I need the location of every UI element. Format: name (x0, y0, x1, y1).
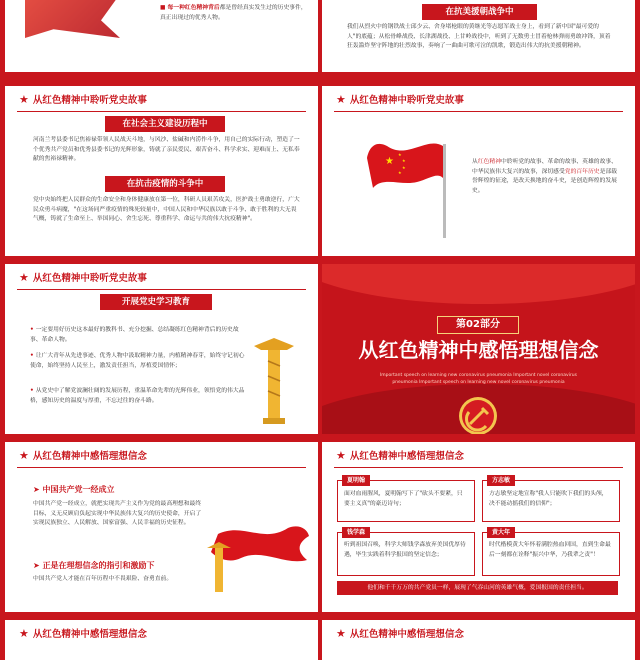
party-emblem-icon (458, 396, 498, 434)
red-banner-decoration (203, 514, 311, 594)
slide-5 (5, 264, 318, 434)
star-icon: ★ (19, 270, 29, 284)
svg-text:★: ★ (398, 170, 402, 175)
slide-header: ★ 从红色精神中感悟理想信念 (322, 442, 635, 468)
person-tag: 夏明翰 (342, 475, 370, 486)
list-item: • 一定要用好历史这本最好的教科书、充分挖掘、总结凝练红色精神背后的历史故事、革命人物。 (30, 327, 239, 343)
section-title: 从红色精神中感悟理想信念 (358, 338, 599, 362)
section-text: 中国共产党人才能在百年历程中不畏艰险、奋勇直前。 (33, 576, 173, 582)
list-item: • 从党史中了解党波澜壮阔的发展历程，重温革命先辈的光辉伟业，领悟党的伟大品格，感知历史的温度与厚重，不忘过往的奋斗路。 (30, 388, 245, 404)
person-tag: 黄大年 (487, 527, 515, 538)
heading: ➤ 中国共产党一经成立 (33, 485, 115, 494)
slide-3 (5, 86, 318, 256)
slide-header: ★ 从红色精神中感悟理想信念 (336, 626, 464, 640)
section-pill: 在抗美援朝战争中 (422, 4, 537, 20)
section-pill: 在社会主义建设历程中 (105, 116, 225, 132)
slide-header: ★ 从红色精神中聆听党史故事 (322, 86, 635, 112)
list-item: • 让广大青年从先进事迹、优秀人物中汲取精神力量，内植精神春芽，始终守记初心使命，始终坚持人民至上，激发责任担当，厚植爱国情怀； (30, 353, 245, 369)
svg-text:★: ★ (385, 156, 394, 167)
slide-header: ★ 从红色精神中聆听党史故事 (5, 264, 318, 290)
ribbon-decoration (25, 0, 120, 38)
svg-text:★: ★ (402, 165, 406, 170)
slide-2 (322, 0, 635, 72)
person-text: 面对血雨腥风，夏明翰写下了"砍头不要紧，只要主义真"的豪迈诗句； (344, 491, 463, 507)
section-pill: 在抗击疫情的斗争中 (105, 176, 225, 192)
slide-1 (5, 0, 318, 72)
svg-text:★: ★ (402, 158, 406, 163)
star-icon: ★ (19, 626, 29, 640)
star-icon: ★ (19, 92, 29, 106)
slide-10 (322, 620, 635, 660)
person-text: 听到祖国召唤，科学大师钱学森放弃美国优厚待遇，毕生实践着科学报国的坚定信念； (344, 542, 466, 558)
section-text: 党中央始终把人民群众的生命安全和身体健康放在第一位，科研人员艰苦攻关，医护战士勇敢逆行，广大民众勇斗病魔，"在这场同严重疫情的殊死较量中，中国人民和中华民族以敢于斗争、敢于胜利的大无畏气概，铸就了生命至上、举国同心、舍生忘死、尊重科学、命运与共的伟大抗疫精神"。 (33, 197, 300, 222)
slide-header: ★ 从红色精神中感悟理想信念 (5, 442, 318, 468)
star-icon: ★ (336, 448, 346, 462)
slide-9 (5, 620, 318, 660)
svg-text:★: ★ (398, 152, 402, 157)
huabiao-pillar-icon (249, 326, 299, 426)
section-text: 从红色精神中聆听党的故事、革命的故事、英雄的故事、中华民族伟大复兴的故事，深切感受党的百年历史是部载誉辉煌的征途，是改天换地的奋斗史，是创造辉煌的发展史。 (472, 159, 617, 194)
person-text: 时代楷模黄大年怀着满腔热血回国，直到生命最后一刻都在诠释"振兴中华，乃我辈之责"！ (489, 542, 611, 558)
summary-banner: 他们和千千万万的共产党员一样，展现了气吞山河的英雄气概，爱国报国的责任担当。 (337, 581, 618, 595)
star-icon: ★ (336, 92, 346, 106)
section-text: 中国共产党一经成立，就把实现共产主义作为党的最高理想和最终目标，义无反顾肩负起实现中华民族伟大复兴的历史使命，开启了实现民族独立、人民解放、国家富强、人民幸福的历史征程。 (33, 501, 202, 526)
slide-6 (322, 264, 635, 434)
section-pill: 开展党史学习教育 (100, 294, 212, 310)
bullet-text: ■ 每一种红色精神背后都是曾经真实发生过的历史事件，真正出现过的优秀人物。 (160, 5, 307, 21)
person-text: 方志敏坚定地宣称"我人只能吹下我们的头颅，决不能动摇我们的信仰"； (489, 491, 608, 507)
slide-header: ★ 从红色精神中聆听党史故事 (5, 86, 318, 112)
part-label: 第02部分 (437, 316, 519, 334)
star-icon: ★ (19, 448, 29, 462)
slide-8 (322, 442, 635, 612)
section-subtitle: Important speech on learning new coronavirus pneumonia Important novel coronavirus pneumonia Important speech on learning new novel coronavirus pneumonia (379, 373, 578, 385)
slide-7 (5, 442, 318, 612)
heading: ➤ 正是在理想信念的指引和激励下 (33, 561, 155, 570)
slide-header: ★ 从红色精神中感悟理想信念 (19, 626, 147, 640)
slide-4 (322, 86, 635, 256)
section-text: 我们从烈火中的钢铁战士邱少云、舍身堵枪眼的黄继光等志愿军战士身上，看到了新中国"最可爱的人"的底蕴；从松骨峰战役、长津湖战役、上甘岭战役中，听到了无数勇士冒着枪林弹雨勇敢冲锋，顶着狂轰滥炸坚守阵地的壮烈故事，奏响了一曲曲可歌可泣的凯歌，锻造出伟大的抗美援朝精神。 (347, 24, 611, 49)
person-tag: 方志敏 (487, 475, 515, 486)
section-text: 河南兰考县委书记焦裕禄带领人民战天斗地，与风沙、盐碱和内涝作斗争，用自己的实际行动，塑造了一个优秀共产党员和优秀县委书记的光辉形象，铸就了亲民爱民、艰苦奋斗、科学求实、迎难而上、无私奉献的焦裕禄精神。 (33, 137, 300, 162)
person-tag: 钱学森 (342, 527, 370, 538)
star-icon: ★ (336, 626, 346, 640)
red-flag-icon (367, 138, 457, 238)
wave-decoration (322, 264, 635, 304)
